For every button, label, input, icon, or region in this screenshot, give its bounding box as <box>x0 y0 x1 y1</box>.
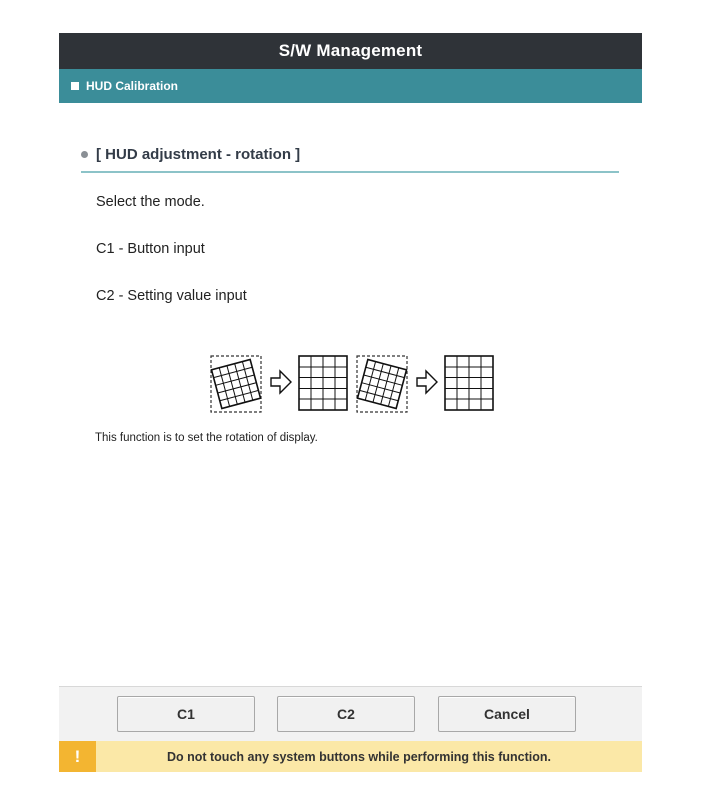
warning-text: Do not touch any system buttons while performing this function. <box>166 749 552 764</box>
cancel-button[interactable]: Cancel <box>438 696 576 732</box>
title-bar <box>59 33 642 69</box>
sub-header <box>59 69 642 103</box>
function-caption: This function is to set the rotation of display. <box>95 432 318 444</box>
square-icon <box>71 82 79 90</box>
button-bar <box>59 686 642 741</box>
section-title: [ HUD adjustment - rotation ] <box>96 145 301 163</box>
instruction-text: Select the mode. <box>96 194 205 210</box>
sw-management-window <box>59 33 642 772</box>
sub-header-label: HUD Calibration <box>86 79 179 93</box>
section-header <box>81 137 619 173</box>
c2-button[interactable]: C2 <box>277 696 415 732</box>
rotation-illustration <box>204 351 499 417</box>
warning-banner <box>59 741 642 772</box>
mode-c1-description: C1 - Button input <box>96 241 205 257</box>
c1-button[interactable]: C1 <box>117 696 255 732</box>
mode-c2-description: C2 - Setting value input <box>96 288 247 304</box>
window-title: S/W Management <box>278 41 423 60</box>
bullet-icon <box>81 151 88 158</box>
warning-icon: ! <box>59 741 96 772</box>
